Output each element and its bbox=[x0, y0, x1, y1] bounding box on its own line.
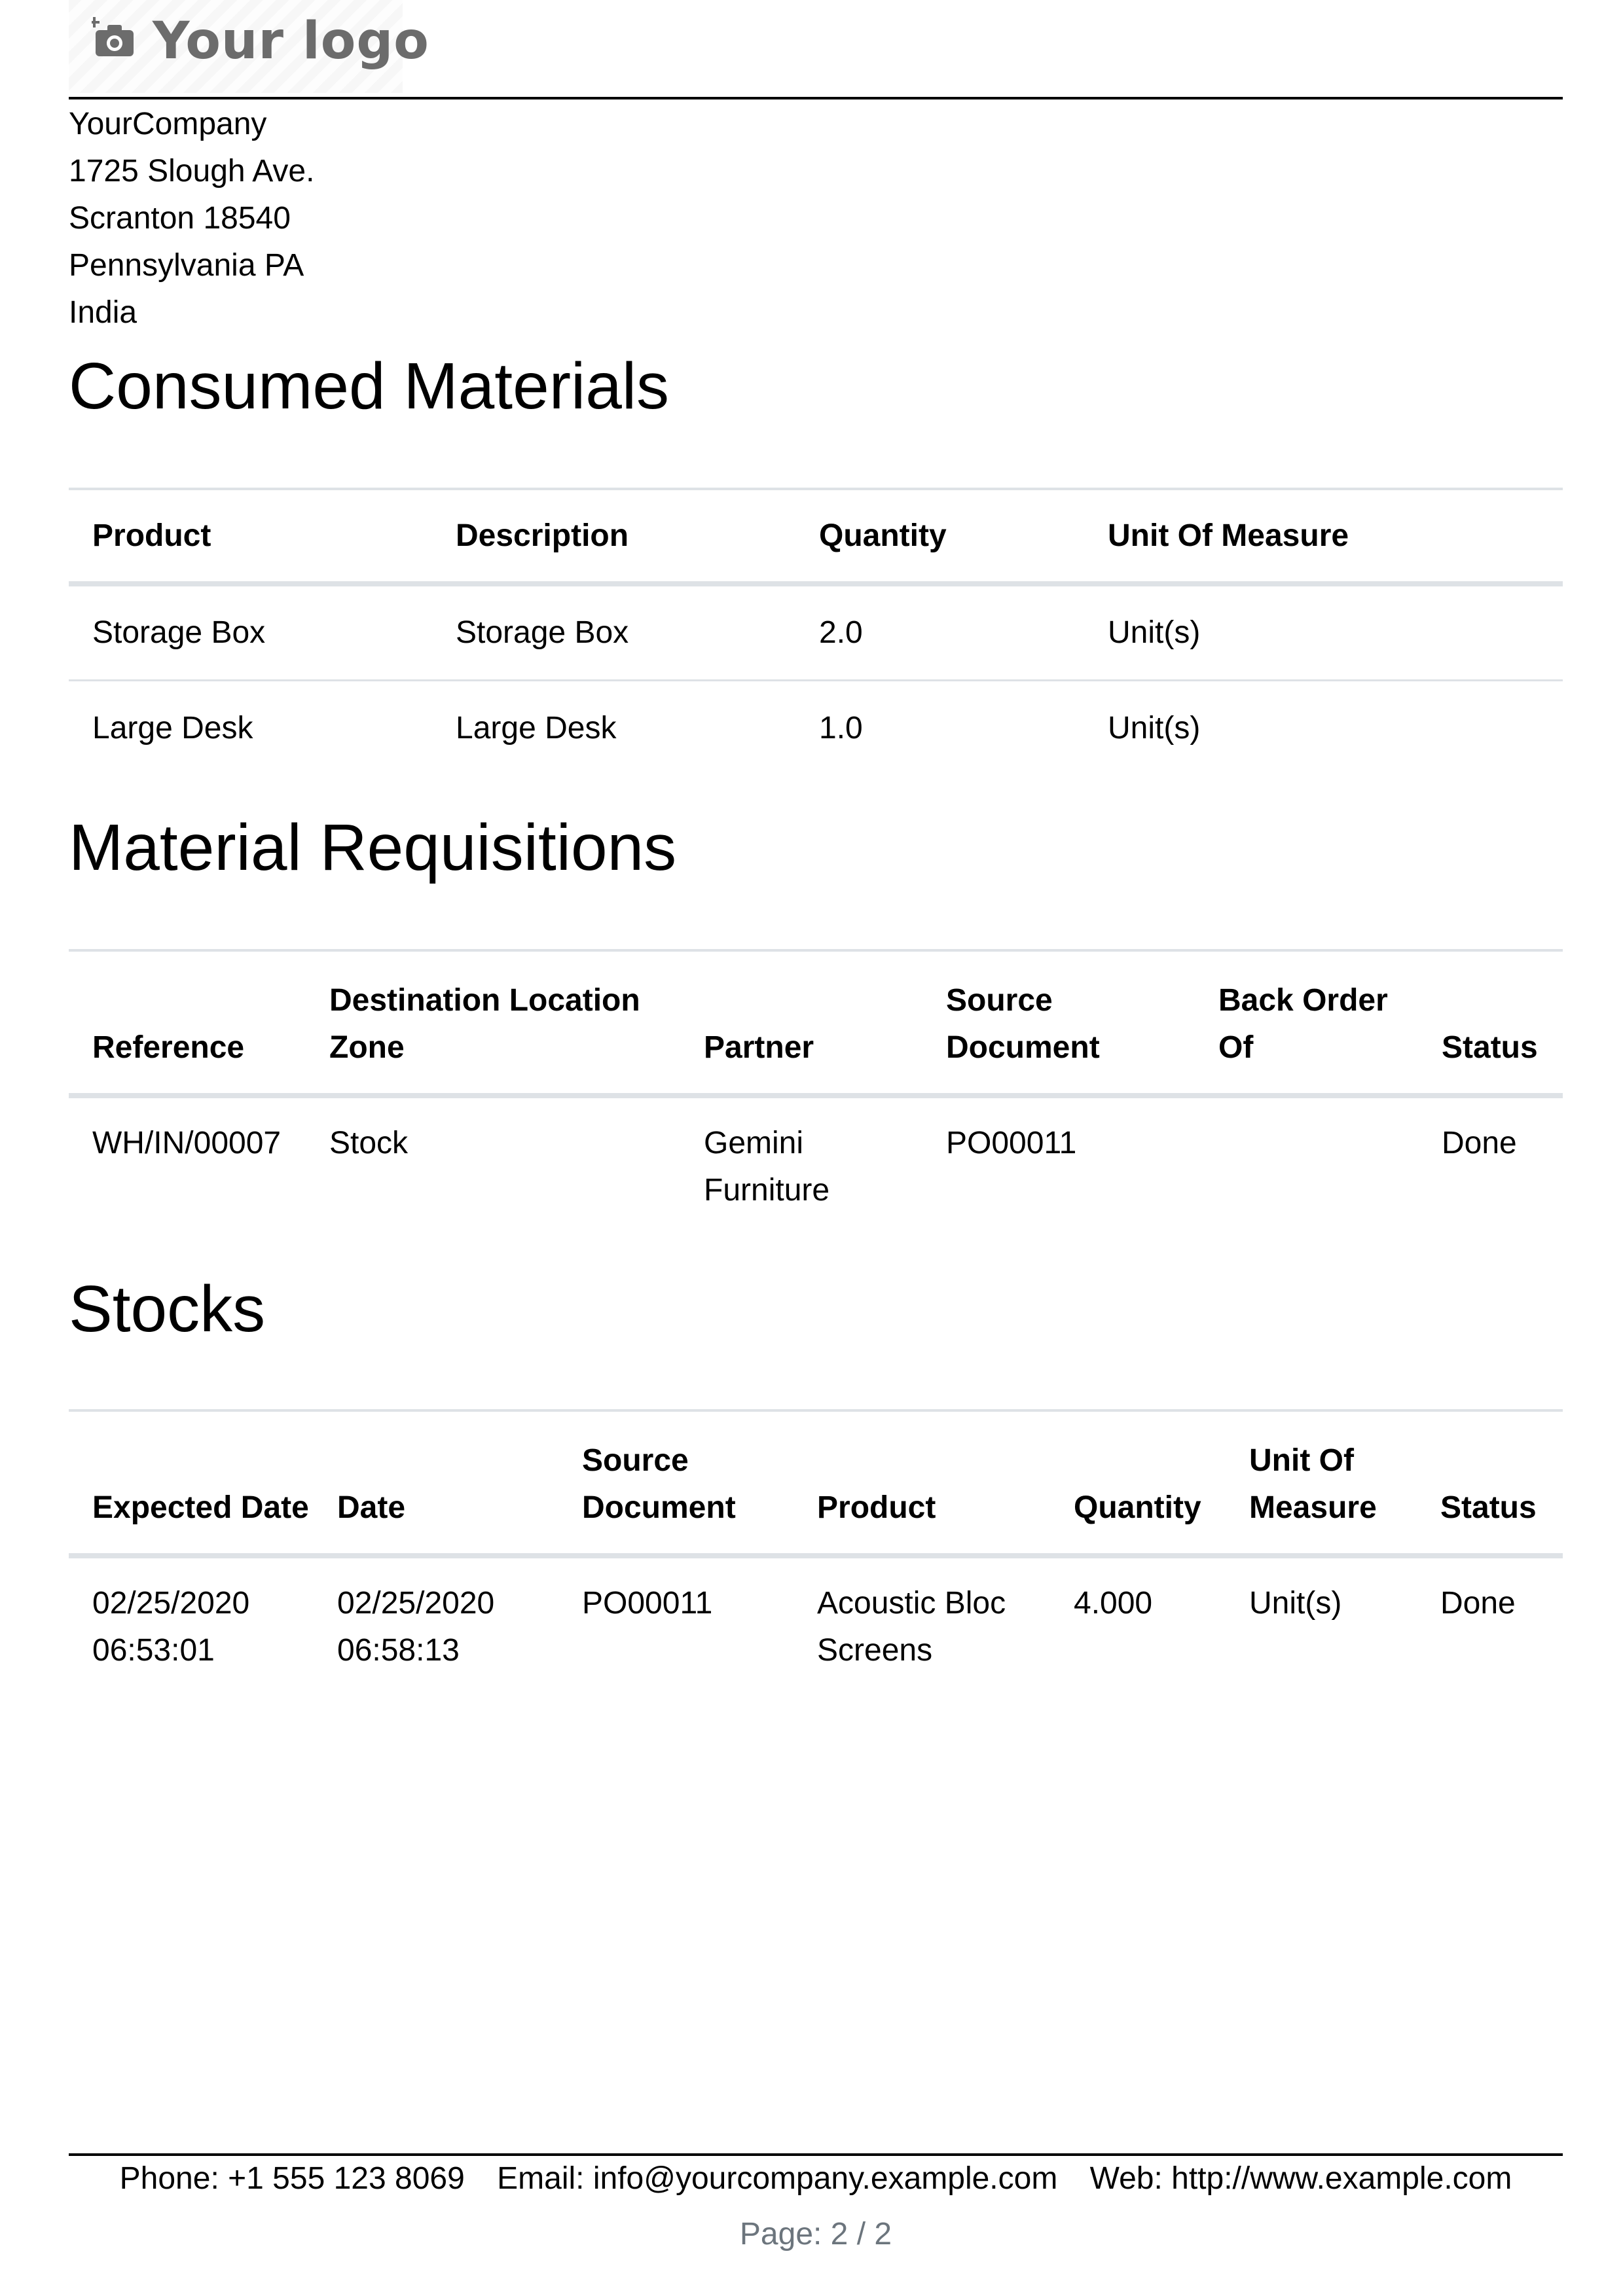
company-state: Pennsylvania PA bbox=[69, 248, 304, 283]
cell-source-document: PO00011 bbox=[582, 1586, 713, 1621]
table-row bbox=[69, 680, 1563, 776]
cell-description: Storage Box bbox=[456, 615, 629, 650]
material-requisitions-table bbox=[69, 949, 1563, 1214]
col-header-expected-date: Expected Date bbox=[92, 1490, 309, 1525]
logo-text: Your logo bbox=[153, 12, 429, 71]
table-row bbox=[69, 1556, 1563, 1674]
col-header-uom: Unit Of Measure bbox=[1108, 518, 1349, 553]
logo bbox=[69, 0, 429, 93]
page-number: Page: 2 / 2 bbox=[739, 2217, 892, 2251]
company-street: 1725 Slough Ave. bbox=[69, 154, 315, 188]
col-header-reference: Reference bbox=[92, 1030, 245, 1065]
cell-partner: Gemini Furniture bbox=[704, 1126, 830, 1208]
col-header-product: Product bbox=[817, 1490, 936, 1525]
cell-product: Acoustic Bloc Screens bbox=[817, 1586, 1006, 1668]
cell-quantity: 1.0 bbox=[819, 711, 863, 746]
cell-quantity: 4.000 bbox=[1074, 1586, 1153, 1621]
table-header-row bbox=[69, 1410, 1563, 1556]
material-requisitions-heading: Material Requisitions bbox=[69, 811, 677, 884]
company-name: YourCompany bbox=[69, 107, 267, 141]
consumed-materials-table bbox=[69, 488, 1563, 776]
cell-date: 02/25/2020 06:58:13 bbox=[337, 1586, 495, 1668]
col-header-quantity: Quantity bbox=[819, 518, 947, 553]
cell-quantity: 2.0 bbox=[819, 615, 863, 650]
cell-product: Storage Box bbox=[92, 615, 266, 650]
col-header-status: Status bbox=[1442, 1030, 1538, 1065]
col-header-quantity: Quantity bbox=[1074, 1490, 1201, 1525]
col-header-back-order: Back Order Of bbox=[1218, 983, 1388, 1065]
col-header-source-document: Source Document bbox=[946, 983, 1100, 1065]
camera-add-icon bbox=[92, 14, 137, 60]
cell-reference: WH/IN/00007 bbox=[92, 1126, 282, 1160]
cell-expected-date: 02/25/2020 06:53:01 bbox=[92, 1586, 250, 1668]
col-header-status: Status bbox=[1440, 1490, 1537, 1525]
consumed-materials-heading: Consumed Materials bbox=[69, 350, 670, 423]
col-header-destination: Destination Location Zone bbox=[329, 983, 640, 1065]
cell-status: Done bbox=[1440, 1586, 1516, 1621]
footer-email: Email: info@yourcompany.example.com bbox=[497, 2161, 1058, 2196]
cell-description: Large Desk bbox=[456, 711, 617, 746]
col-header-partner: Partner bbox=[704, 1030, 814, 1065]
col-header-source-document: Source Document bbox=[582, 1443, 736, 1525]
table-header-row bbox=[69, 950, 1563, 1096]
cell-uom: Unit(s) bbox=[1249, 1586, 1342, 1621]
stocks-table bbox=[69, 1409, 1563, 1674]
company-address bbox=[69, 101, 314, 336]
cell-source-document: PO00011 bbox=[946, 1126, 1077, 1160]
col-header-description: Description bbox=[456, 518, 629, 553]
footer-phone: Phone: +1 555 123 8069 bbox=[119, 2161, 465, 2196]
company-country: India bbox=[69, 295, 137, 330]
stocks-heading: Stocks bbox=[69, 1272, 266, 1346]
cell-product: Large Desk bbox=[92, 711, 253, 746]
company-city: Scranton 18540 bbox=[69, 201, 291, 236]
cell-destination: Stock bbox=[329, 1126, 409, 1160]
col-header-product: Product bbox=[92, 518, 211, 553]
cell-uom: Unit(s) bbox=[1108, 615, 1201, 650]
footer-contact bbox=[69, 2155, 1563, 2202]
table-header-row bbox=[69, 489, 1563, 584]
cell-back-order bbox=[1195, 1096, 1418, 1214]
col-header-date: Date bbox=[337, 1490, 406, 1525]
cell-status: Done bbox=[1442, 1126, 1517, 1160]
col-header-uom: Unit Of Measure bbox=[1249, 1443, 1377, 1525]
footer-web: Web: http://www.example.com bbox=[1089, 2161, 1512, 2196]
header-divider bbox=[69, 97, 1563, 99]
table-row bbox=[69, 584, 1563, 680]
cell-uom: Unit(s) bbox=[1108, 711, 1201, 746]
table-row bbox=[69, 1096, 1563, 1214]
